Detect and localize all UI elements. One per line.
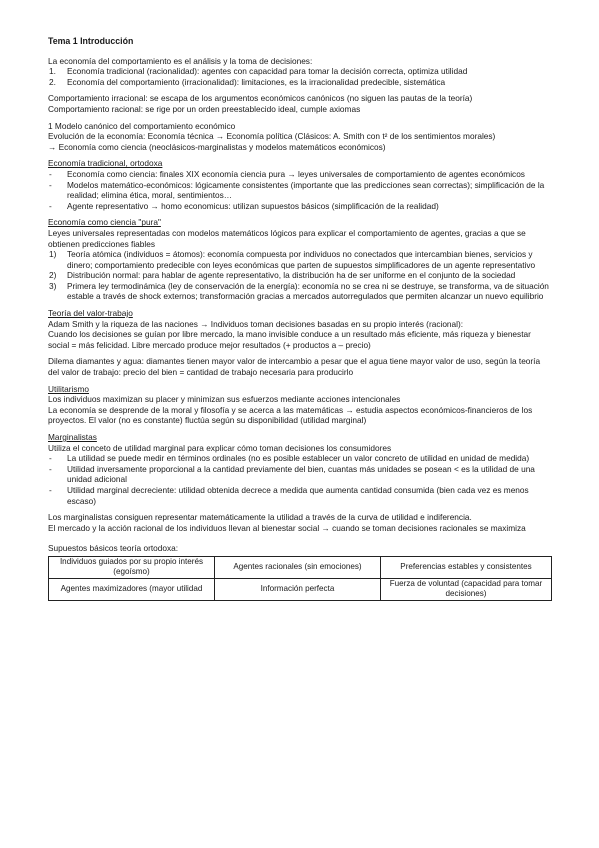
list-item-text: Primera ley termodinámica (ley de conservación de la energía): economía no se crea ni se destruye, se transforma, va de situación estable a través de shock externos; transformación gracias a mercados autorregulados que permiten alcanzar un nuevo equilibrio [67,280,549,302]
paragraph: Evolución de la economía: Economía técnica → Economía política (Clásicos: A. Smith con t² de los sentimientos morales) [48,131,496,142]
table-cell: Agentes maximizadores (mayor utilidad [49,578,215,600]
paragraph: Cuando los decisiones se guían por libre mercado, la mano invisible conduce a un resultado más eficiente, más riqueza y bienestar social = más felicidad. Libre mercado produce mejor resultados (+ productos a – precio) [48,329,531,350]
bullet-mark: - [49,179,52,190]
value-theory-section [48,308,552,378]
table-cell: Fuerza de voluntad (capacidad para tomar decisiones) [380,578,551,600]
paragraph: Leyes universales representadas con modelos matemáticos lógicos para explicar el comportamiento de agentes, gracias a que se obtienen predicciones fiables [48,227,526,249]
bullet-mark: - [49,453,52,464]
marginalists-section [48,432,552,533]
intro-section [48,56,552,88]
paragraph: La economía se desprende de la moral y filosofía y se acerca a las matemáticas → estudia aspectos económicos-financieros de los proyectos. El valor (no es constante) fluctúa según su disponibilidad (utilidad marginal) [48,404,533,426]
document-page [48,36,552,601]
list-item [48,201,552,212]
bullet-mark: - [49,168,52,179]
list-item [48,485,552,506]
section-heading: Economía tradicional, ortodoxa [48,158,163,169]
list-item [48,270,552,281]
list-number: 1. [49,66,56,77]
list-item-text: Distribución normal: para hablar de agente representativo, la distribución ha de ser uniforme en el conjunto de la sociedad [67,270,516,281]
intro-lead: La economía del comportamiento es el análisis y la toma de decisiones: [48,55,313,66]
section-heading: Utilitarismo [48,383,90,394]
list-item [48,453,552,464]
table-row [49,556,552,578]
model-section [48,121,552,153]
bullet-list [48,453,552,506]
list-item-text: Utilidad inversamente proporcional a la cantidad previamente del bien, cuantas más unidades se posean < es la utilidad de una unidad adicional [67,463,535,485]
bullet-mark: - [49,200,52,211]
list-item [48,281,552,302]
list-number: 3) [49,280,57,291]
list-item [48,169,552,180]
table-cell: Individuos guiados por su propio interés (egoísmo) [49,556,215,578]
paragraph: El mercado y la acción racional de los individuos llevan al bienestar social → cuando se toman decisiones racionales se maximiza [48,522,526,533]
section-heading: 1 Modelo canónico del comportamiento económico [48,120,236,131]
assumptions-table [48,556,552,601]
paragraph: Los marginalistas consiguen representar matemáticamente la utilidad a través de la curva de utilidad e indiferencia. [48,512,472,523]
list-number: 1) [49,249,57,260]
section-heading: Marginalistas [48,432,97,442]
list-number: 2) [49,270,57,281]
numbered-list [48,249,552,302]
table-cell: Información perfecta [214,578,380,600]
list-number: 2. [49,76,56,87]
paragraph: Dilema diamantes y agua: diamantes tienen mayor valor de intercambio a pesar que el agua tiene mayor valor de uso, según la teoría del valor de trabajo: precio del bien = cantidad de trabajo necesaria para producirlo [48,356,541,378]
list-item-text: Modelos matemático-económicos: lógicamente consistentes (importante que las predicciones sean correctas); simplificación de la realidad; elimina ética, moral, sentimientos… [67,179,545,201]
assumptions-section [48,543,552,601]
list-item-text: Agente representativo → homo economicus: utilizan supuestos básicos (simplificación de la realidad) [67,200,439,211]
list-item [48,249,552,270]
list-item-text: Economía del comportamiento (irracionalidad): limitaciones, es la irracionalidad predecible, sistemática [67,76,446,87]
list-item-text: Utilidad marginal decreciente: utilidad obtenida decrece a medida que aumenta cantidad consumida (bien cada vez es menos escaso) [67,484,529,506]
list-item-text: Economía tradicional (racionalidad): agentes con capacidad para tomar la decisión correcta, optimiza utilidad [67,66,468,77]
document-title: Tema 1 Introducción [48,36,134,46]
rational-definition: Comportamiento racional: se rige por un orden preestablecido ideal, cumple axiomas [48,103,361,114]
paragraph: Adam Smith y la riqueza de las naciones → Individuos toman decisiones basadas en su propio interés (racional): [48,318,464,329]
table-row [49,578,552,600]
list-item [48,180,552,201]
pure-science-section [48,217,552,302]
section-heading: Economía como ciencia "pura" [48,217,161,228]
table-cell: Preferencias estables y consistentes [380,556,551,578]
list-item-text: Teoría atómica (individuos = átomos): economía compuesta por individuos no conectados que intercambian bienes, servicios y dinero; comportamiento predecible con leyes económicas que parten de supuestos simplificadores de un agente representativo [67,249,536,270]
paragraph: Utiliza el conceto de utilidad marginal para explicar cómo toman decisiones los consumidores [48,442,392,453]
list-item-text: La utilidad se puede medir en términos ordinales (no es posible establecer un valor concreto de utilidad en unidad de medida) [67,453,530,464]
bullet-list [48,169,552,211]
list-item [48,77,552,88]
table-caption: Supuestos básicos teoría ortodoxa: [48,543,179,554]
table-cell: Agentes racionales (sin emociones) [214,556,380,578]
utilitarianism-section [48,384,552,426]
list-item [48,66,552,77]
orthodox-section [48,158,552,211]
intro-list [48,66,552,87]
section-heading: Teoría del valor-trabajo [48,308,133,319]
list-item-text: Economía como ciencia: finales XIX economía ciencia pura → leyes universales de comportamiento de agentes económicos [67,168,525,179]
paragraph: → Economía como ciencia (neoclásicos-marginalistas y modelos matemáticos económicos) [48,141,386,152]
behaviour-section [48,93,552,114]
irrational-definition: Comportamiento irracional: se escapa de los argumentos económicos canónicos (no siguen las pautas de la teoría) [48,93,473,104]
bullet-mark: - [49,484,52,495]
paragraph: Los individuos maximizan su placer y minimizan sus esfuerzos mediante acciones intencionales [48,394,401,405]
bullet-mark: - [49,463,52,474]
list-item [48,464,552,485]
